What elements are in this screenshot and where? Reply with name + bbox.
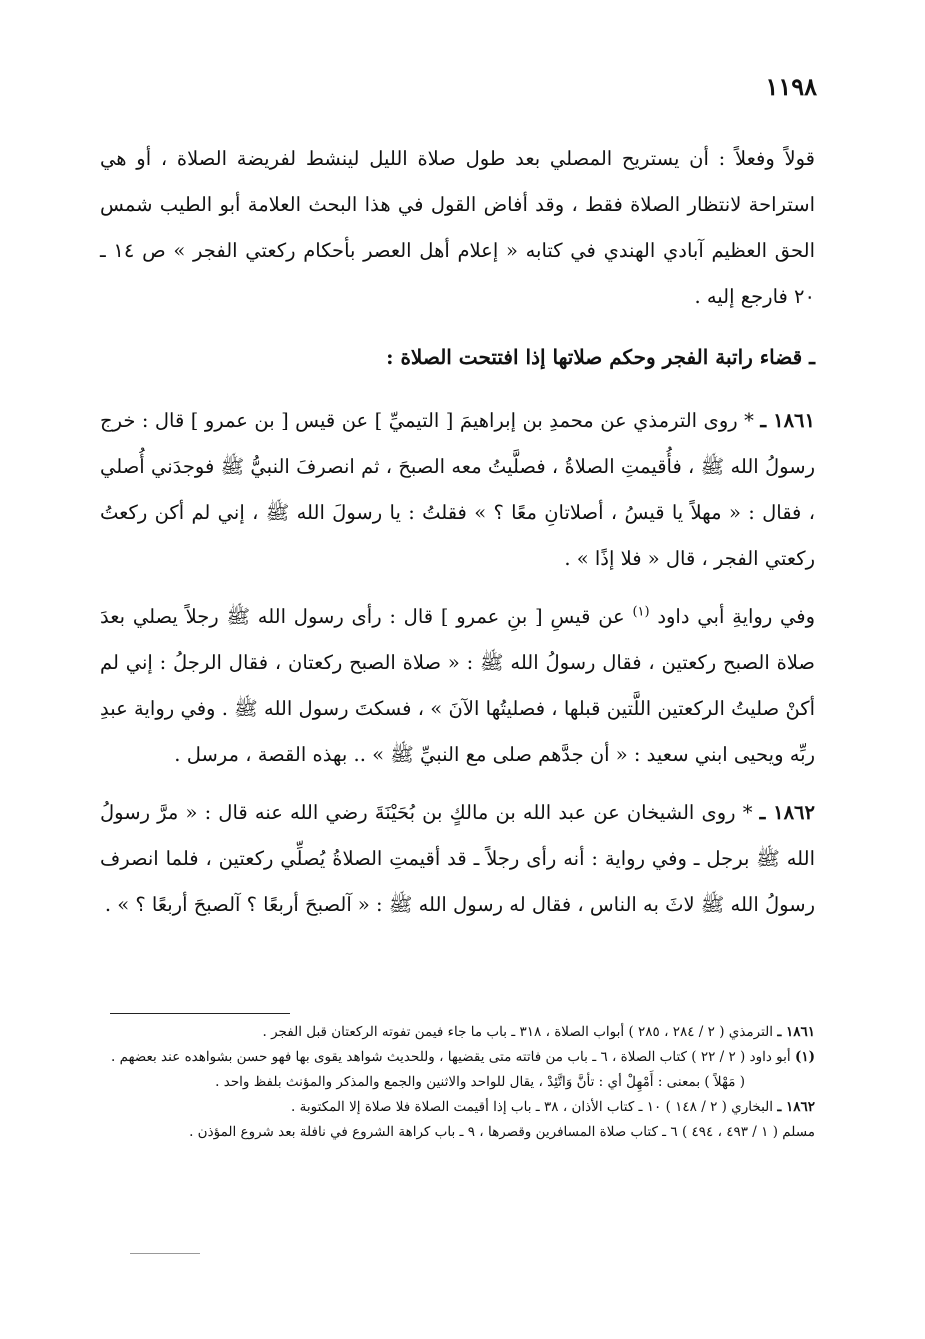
footnote-text: ( مَهْلاً ) بمعنى : أَمْهِلْ أي : تأنَّ وَاتَّئِدْ ، يقال للواحد والاثنين والجمع والمذكر والمؤنث بلفظ واحد . [215, 1074, 745, 1090]
hadith-number: ١٨٦١ ـ [760, 409, 815, 432]
page-number: ١١٩٨ [765, 72, 817, 101]
footnote-text: مسلم ( ١ / ٤٩٣ ، ٤٩٤ ) ٦ ـ كتاب صلاة المسافرين وقصرها ، ٩ ـ باب كراهة الشروع في نافلة بعد شروع المؤذن . [189, 1124, 815, 1140]
narration-text-start: وفي روايةِ أبي داود [657, 605, 815, 628]
footnote-number: (١) [794, 1049, 815, 1065]
hadith-1861 [100, 398, 815, 582]
hadith-text: * روى الترمذي عن محمدِ بن إبراهيمَ [ التيميِّ ] عن قيس [ بن عمرو ] قال : خرج رسولُ الله ﷺ ، فأُقيمتِ الصلاةُ ، فصلَّيتُ معه الصبحَ ، ثم انصرفَ النبيُّ ﷺ فوجدَني أُصلي ، فقال : « مهلاً يا قيسُ ، أصلاتانِ معًا ؟ » فقلتُ : يا رسولَ الله ﷺ ، إني لم أكن ركعتُ ركعتي الفجر ، قال « فلا إذًا » . [100, 409, 815, 570]
footnote [100, 1045, 815, 1070]
footnote-reference: (١) [632, 604, 650, 620]
hadith-1862 [100, 790, 815, 928]
footnote [100, 1070, 815, 1095]
footnote [100, 1120, 815, 1145]
section-heading: ـ قضاء راتبة الفجر وحكم صلاتها إذا افتتحت الصلاة : [386, 345, 815, 369]
abu-dawud-narration [100, 594, 815, 778]
footnote-text: البخاري ( ٢ / ١٤٨ ) ١٠ ـ كتاب الأذان ، ٣٨ ـ باب إذا أقيمت الصلاة فلا صلاة إلا المكتوبة . [291, 1099, 774, 1115]
intro-paragraph: قولاً وفعلاً : أن يستريح المصلي بعد طول صلاة الليل لينشط لفريضة الصلاة ، أو هي استراحة لانتظار الصلاة فقط ، وقد أفاض القول في هذا البحث العلامة أبو الطيب شمس الحق العظيم آبادي الهندي في كتابه « إعلام أهل العصر بأحكام ركعتي الفجر » ص ١٤ ـ ٢٠ فارجع إليه . [100, 147, 815, 308]
footnote-text: الترمذي ( ٢ / ٢٨٤ ، ٢٨٥ ) أبواب الصلاة ، ٣١٨ ـ باب ما جاء فيمن تفوته الركعتان قبل الفجر . [262, 1024, 774, 1040]
footnote-number: ١٨٦٢ ـ [777, 1099, 815, 1115]
hadith-number: ١٨٦٢ ـ [759, 801, 815, 824]
footnote [100, 1095, 815, 1120]
main-text [100, 136, 815, 940]
footnote-divider [110, 1013, 290, 1014]
footnotes [100, 1020, 815, 1145]
footnote-text: أبو داود ( ٢ / ٢٢ ) كتاب الصلاة ، ٦ ـ باب من فاتته متى يقضيها ، وللحديث شواهد يقوى بها فهو حسن بشواهده عند بعضهم . [111, 1049, 791, 1065]
footnote [100, 1020, 815, 1045]
footnote-number: ١٨٦١ ـ [777, 1024, 815, 1040]
hadith-text: * روى الشيخان عن عبد الله بن مالكٍ بن بُحَيْنَةَ رضي الله عنه قال : « مرَّ رسولُ الله ﷺ برجل ـ وفي رواية : أنه رأى رجلاً ـ قد أقيمتِ الصلاةُ يُصلِّي ركعتين ، فلما انصرف رسولُ الله ﷺ لاثَ به الناس ، فقال له رسول الله ﷺ : « آلصبحَ أربعًا ؟ آلصبحَ أربعًا ؟ » . [100, 801, 815, 916]
narration-text-rest: عن قيسِ [ بنِ عمرو ] قال : رأى رسول الله ﷺ رجلاً يصلي بعدَ صلاة الصبح ركعتين ، فقال رسولُ الله ﷺ : « صلاة الصبح ركعتان ، فقال الرجلُ : إني لم أكنْ صليتُ الركعتين اللَّتين قبلها ، فصليتُها الآنَ » ، فسكتَ رسول الله ﷺ . وفي رواية عبدِ ربِّه ويحيى ابني سعيد : « أن جدَّهم صلى مع النبيِّ ﷺ » .. بهذه القصة ، مرسل . [100, 605, 815, 766]
page-bottom-mark [130, 1253, 200, 1254]
